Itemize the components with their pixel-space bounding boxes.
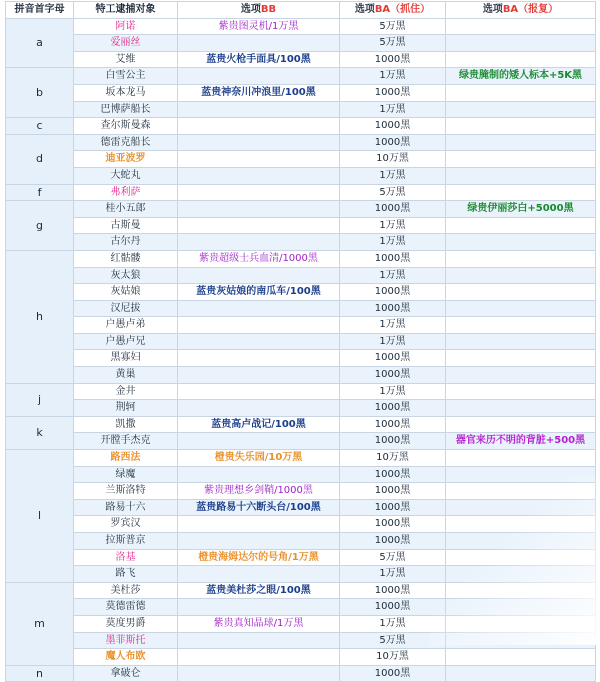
option-ba-revenge-cell [446,516,596,533]
table-row [6,433,596,450]
option-bb-cell: 蓝贵美杜莎之眼/100黑 [178,582,340,599]
table-row [6,217,596,234]
option-bb-cell [178,599,340,616]
option-ba-revenge-cell [446,499,596,516]
option-ba-capture-cell: 1000黑 [340,118,446,135]
option-ba-capture-cell: 5万黑 [340,632,446,649]
target-name-cell: 路易十六 [74,499,178,516]
target-name-cell: 洛基 [74,549,178,566]
option-ba-revenge-cell [446,615,596,632]
option-ba-revenge-cell: 绿贵伊丽莎白+5000黑 [446,201,596,218]
option-bb-cell: 紫贵真知晶球/1万黑 [178,615,340,632]
header-letter: 拼音首字母 [6,2,74,19]
target-name-cell: 阿诺 [74,18,178,35]
option-ba-revenge-cell [446,284,596,301]
table-row [6,134,596,151]
option-bb-cell [178,267,340,284]
table-row [6,35,596,52]
option-ba-revenge-cell [446,450,596,467]
option-bb-cell [178,350,340,367]
option-ba-revenge-cell [446,665,596,682]
option-ba-revenge-cell [446,18,596,35]
table-row [6,184,596,201]
option-bb-cell [178,433,340,450]
option-bb-cell [178,134,340,151]
target-name-cell: 拉斯普京 [74,533,178,550]
option-ba-capture-cell: 1万黑 [340,167,446,184]
target-name-cell: 灰太狼 [74,267,178,284]
table-row [6,566,596,583]
option-ba-capture-cell: 1000黑 [340,499,446,516]
option-ba-revenge-cell [446,167,596,184]
option-ba-capture-cell: 1000黑 [340,400,446,417]
option-bb-cell [178,300,340,317]
option-bb-cell [178,367,340,384]
target-name-cell: 德雷克船长 [74,134,178,151]
table-row [6,450,596,467]
table-row [6,101,596,118]
option-ba-capture-cell: 1万黑 [340,383,446,400]
table-row [6,499,596,516]
option-bb-cell [178,665,340,682]
table-row [6,84,596,101]
option-ba-capture-cell: 1万黑 [340,217,446,234]
option-ba-capture-cell: 1000黑 [340,350,446,367]
target-name-cell: 拿破仑 [74,665,178,682]
target-name-cell: 罗宾汉 [74,516,178,533]
target-name-cell: 魔人布欧 [74,649,178,666]
target-name-cell: 灰姑娘 [74,284,178,301]
option-ba-capture-cell: 10万黑 [340,151,446,168]
option-ba-capture-cell: 1000黑 [340,483,446,500]
table-row [6,51,596,68]
target-name-cell: 坂本龙马 [74,84,178,101]
option-bb-cell [178,184,340,201]
option-bb-cell [178,151,340,168]
letter-cell: d [6,134,74,184]
option-ba-revenge-cell [446,51,596,68]
option-ba-revenge-cell [446,184,596,201]
option-ba-capture-cell: 5万黑 [340,35,446,52]
table-row [6,483,596,500]
table-row [6,234,596,251]
option-ba-capture-cell: 1000黑 [340,416,446,433]
target-name-cell: 路西法 [74,450,178,467]
letter-cell: m [6,582,74,665]
option-ba-capture-cell: 1000黑 [340,51,446,68]
option-ba-revenge-cell [446,649,596,666]
target-name-cell: 美杜莎 [74,582,178,599]
target-name-cell: 凯撒 [74,416,178,433]
option-bb-cell [178,566,340,583]
table-row [6,599,596,616]
target-name-cell: 开膛手杰克 [74,433,178,450]
table-row [6,317,596,334]
table-row [6,333,596,350]
option-ba-capture-cell: 1000黑 [340,433,446,450]
table-row [6,350,596,367]
target-name-cell: 黑寡妇 [74,350,178,367]
table-row [6,201,596,218]
option-bb-cell [178,68,340,85]
target-name-cell: 巴博萨船长 [74,101,178,118]
option-ba-revenge-cell [446,483,596,500]
table-row [6,151,596,168]
option-ba-revenge-cell [446,217,596,234]
table-body [6,18,596,682]
target-name-cell: 艾维 [74,51,178,68]
option-ba-capture-cell: 1万黑 [340,101,446,118]
option-bb-cell: 蓝贵神奈川冲浪里/100黑 [178,84,340,101]
header-bb: 选项BB [178,2,340,19]
option-ba-revenge-cell [446,533,596,550]
header-ba-revenge: 选项BA（报复） [446,2,596,19]
option-ba-capture-cell: 1万黑 [340,566,446,583]
table-row [6,416,596,433]
table-row [6,18,596,35]
table-row [6,284,596,301]
option-ba-revenge-cell [446,300,596,317]
option-ba-revenge-cell [446,234,596,251]
target-name-cell: 莫德雷德 [74,599,178,616]
option-ba-revenge-cell [446,367,596,384]
option-bb-cell: 橙贵海姆达尔的号角/1万黑 [178,549,340,566]
table-row [6,383,596,400]
target-name-cell: 弗利萨 [74,184,178,201]
option-bb-cell: 紫贵图灵机/1万黑 [178,18,340,35]
table-row [6,533,596,550]
option-ba-capture-cell: 1万黑 [340,333,446,350]
table-row [6,250,596,267]
option-ba-capture-cell: 1000黑 [340,84,446,101]
target-name-cell: 户愚卢兄 [74,333,178,350]
option-ba-capture-cell: 1000黑 [340,134,446,151]
header-ba-capture: 选项BA（抓住） [340,2,446,19]
capture-options-table [5,1,596,682]
option-bb-cell: 紫贵超级士兵血清/1000黑 [178,250,340,267]
target-name-cell: 古尔丹 [74,234,178,251]
option-ba-capture-cell: 1000黑 [340,250,446,267]
target-name-cell: 古斯曼 [74,217,178,234]
table-row [6,632,596,649]
option-ba-revenge-cell: 器官来历不明的背脏+500黑 [446,433,596,450]
header-target: 特工逮捕对象 [74,2,178,19]
target-name-cell: 迪亚波罗 [74,151,178,168]
option-ba-capture-cell: 1万黑 [340,267,446,284]
letter-cell: b [6,68,74,118]
option-ba-revenge-cell [446,267,596,284]
target-name-cell: 金井 [74,383,178,400]
option-bb-cell [178,632,340,649]
table-row [6,549,596,566]
table-row [6,267,596,284]
letter-cell: f [6,184,74,201]
option-ba-capture-cell: 1000黑 [340,284,446,301]
table-row [6,665,596,682]
target-name-cell: 红骷髅 [74,250,178,267]
option-ba-revenge-cell [446,101,596,118]
option-bb-cell [178,234,340,251]
option-ba-revenge-cell [446,549,596,566]
target-name-cell: 汉尼拔 [74,300,178,317]
table-row [6,516,596,533]
option-ba-revenge-cell [446,35,596,52]
table-row [6,400,596,417]
option-bb-cell [178,383,340,400]
option-bb-cell [178,167,340,184]
option-bb-cell [178,400,340,417]
letter-cell: l [6,450,74,583]
option-ba-revenge-cell [446,566,596,583]
option-ba-capture-cell: 1000黑 [340,665,446,682]
target-name-cell: 爱丽丝 [74,35,178,52]
option-ba-capture-cell: 1万黑 [340,317,446,334]
option-ba-capture-cell: 1000黑 [340,466,446,483]
option-ba-revenge-cell [446,84,596,101]
table-row [6,167,596,184]
option-ba-revenge-cell [446,317,596,334]
letter-cell: g [6,201,74,251]
table-row [6,118,596,135]
option-bb-cell: 蓝贵高卢战记/100黑 [178,416,340,433]
table-row [6,300,596,317]
option-ba-capture-cell: 10万黑 [340,450,446,467]
option-ba-capture-cell: 10万黑 [340,649,446,666]
target-name-cell: 荆轲 [74,400,178,417]
option-ba-capture-cell: 5万黑 [340,184,446,201]
option-bb-cell: 蓝贵火枪手面具/100黑 [178,51,340,68]
option-bb-cell: 橙贵失乐园/10万黑 [178,450,340,467]
target-name-cell: 莫度男爵 [74,615,178,632]
option-ba-revenge-cell [446,466,596,483]
target-name-cell: 兰斯洛特 [74,483,178,500]
table-row [6,367,596,384]
table-row [6,68,596,85]
option-ba-revenge-cell [446,250,596,267]
option-ba-capture-cell: 5万黑 [340,549,446,566]
letter-cell: a [6,18,74,68]
option-ba-revenge-cell: 绿贵腌制的矮人标本+5K黑 [446,68,596,85]
table-row [6,466,596,483]
option-bb-cell [178,217,340,234]
letter-cell: n [6,665,74,682]
option-ba-capture-cell: 1000黑 [340,533,446,550]
option-bb-cell [178,516,340,533]
letter-cell: j [6,383,74,416]
letter-cell: c [6,118,74,135]
option-ba-revenge-cell [446,134,596,151]
option-bb-cell [178,101,340,118]
option-bb-cell [178,317,340,334]
option-bb-cell [178,333,340,350]
target-name-cell: 黄巢 [74,367,178,384]
option-bb-cell: 紫贵理想乡剑鞘/1000黑 [178,483,340,500]
letter-cell: h [6,250,74,383]
option-ba-capture-cell: 1万黑 [340,234,446,251]
option-ba-revenge-cell [446,599,596,616]
option-ba-revenge-cell [446,416,596,433]
option-ba-revenge-cell [446,151,596,168]
option-ba-revenge-cell [446,400,596,417]
option-bb-cell [178,649,340,666]
option-ba-revenge-cell [446,582,596,599]
target-name-cell: 查尔斯曼森 [74,118,178,135]
option-ba-revenge-cell [446,118,596,135]
option-ba-capture-cell: 1万黑 [340,615,446,632]
option-bb-cell: 蓝贵灰姑娘的南瓜车/100黑 [178,284,340,301]
table-row [6,649,596,666]
option-ba-capture-cell: 1000黑 [340,599,446,616]
table-row [6,615,596,632]
target-name-cell: 户愚卢弟 [74,317,178,334]
option-ba-revenge-cell [446,350,596,367]
letter-cell: k [6,416,74,449]
option-ba-revenge-cell [446,383,596,400]
option-ba-revenge-cell [446,632,596,649]
option-ba-capture-cell: 1000黑 [340,582,446,599]
option-bb-cell [178,533,340,550]
option-bb-cell: 蓝贵路易十六断头台/100黑 [178,499,340,516]
table-header-row [6,2,596,19]
table-row [6,582,596,599]
target-name-cell: 绿魔 [74,466,178,483]
option-ba-capture-cell: 1000黑 [340,300,446,317]
option-bb-cell [178,35,340,52]
target-name-cell: 桂小五郎 [74,201,178,218]
option-ba-revenge-cell [446,333,596,350]
option-ba-capture-cell: 1000黑 [340,516,446,533]
option-ba-capture-cell: 5万黑 [340,18,446,35]
target-name-cell: 大蛇丸 [74,167,178,184]
option-bb-cell [178,118,340,135]
target-name-cell: 白雪公主 [74,68,178,85]
option-ba-capture-cell: 1000黑 [340,201,446,218]
option-bb-cell [178,466,340,483]
option-ba-capture-cell: 1000黑 [340,367,446,384]
target-name-cell: 墨菲斯托 [74,632,178,649]
option-bb-cell [178,201,340,218]
option-ba-capture-cell: 1万黑 [340,68,446,85]
target-name-cell: 路飞 [74,566,178,583]
